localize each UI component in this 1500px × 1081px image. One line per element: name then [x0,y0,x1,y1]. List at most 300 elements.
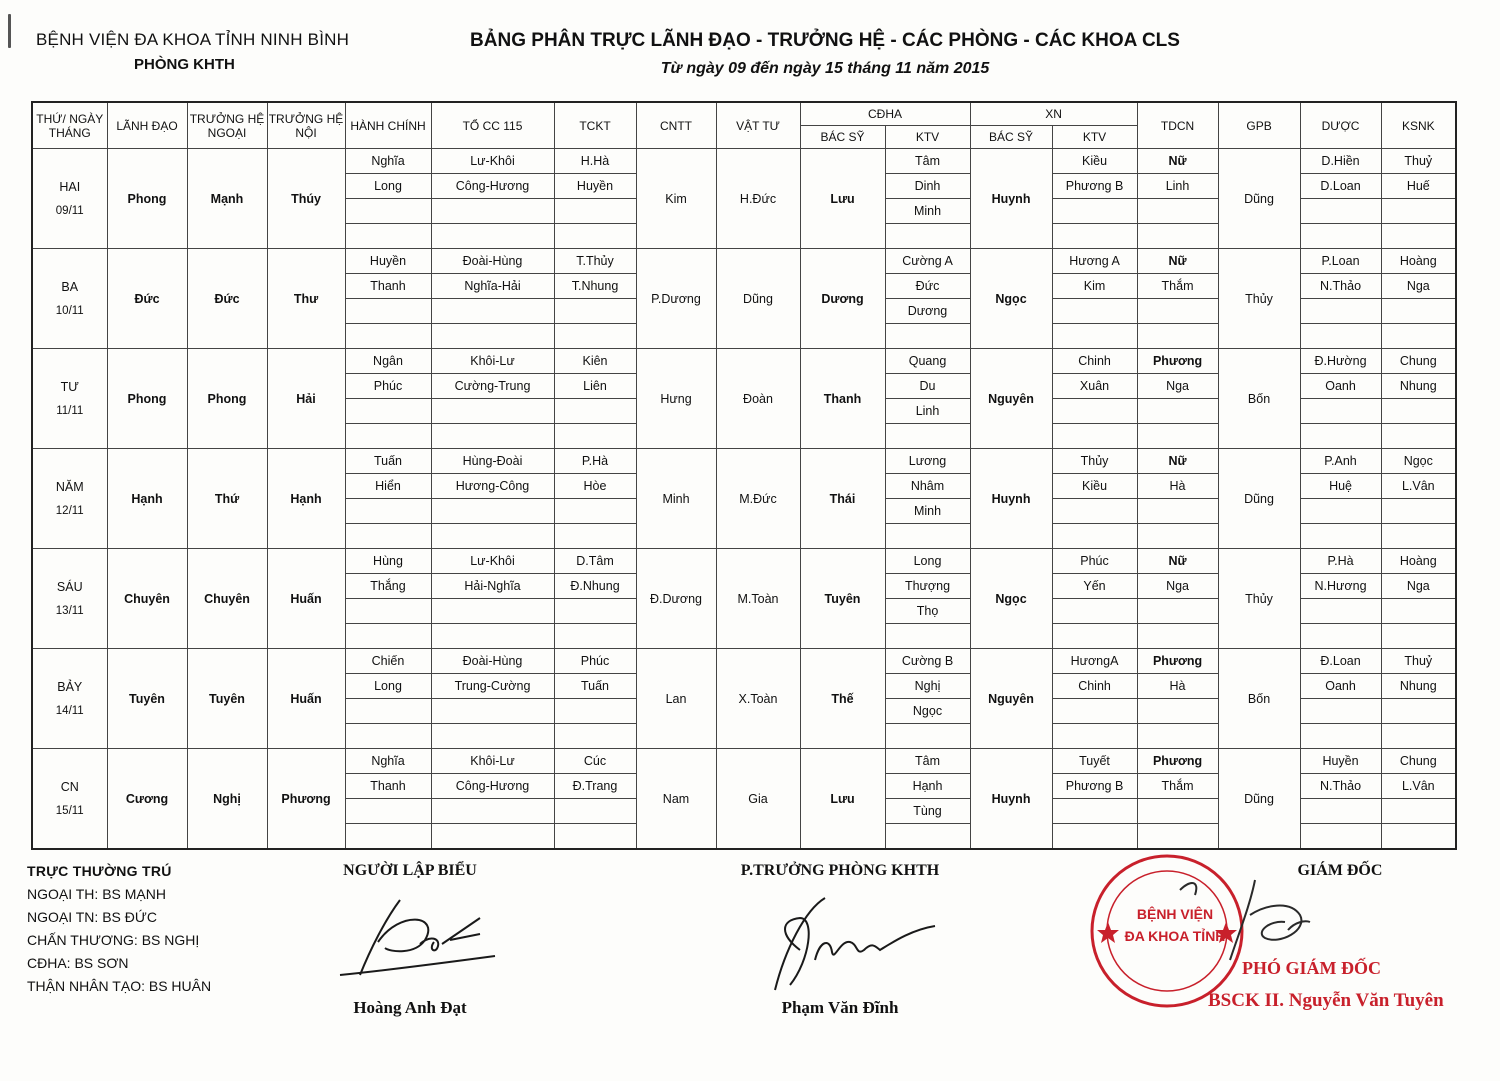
cdha-ktv-cell: Tâm [885,149,970,174]
tckt-cell [554,799,636,824]
pharmacy-cell: N.Thảo [1300,774,1381,799]
cc115-cell: Đoài-Hùng [431,649,554,674]
tdcn-cell [1137,399,1218,424]
ksnk-cell: Hoàng [1381,549,1456,574]
tdcn-cell: Nga [1137,574,1218,599]
xn-ktv-cell [1052,824,1137,850]
pharmacy-cell [1300,599,1381,624]
day-date: 15/11 [55,804,84,817]
head-surgical-cell: Mạnh [187,149,267,249]
deputy-director-title: PHÓ GIÁM ĐỐC [1242,958,1381,978]
pharmacy-cell: P.Loan [1300,249,1381,274]
stamp-line: BỆNH VIỆN [1136,906,1214,922]
supplies-cell: Đoàn [716,349,800,449]
xn-ktv-cell: Tuyết [1052,749,1137,774]
xn-ktv-cell [1052,524,1137,549]
head-surgical-cell: Chuyên [187,549,267,649]
deputy-head-name: Phạm Văn Đĩnh [781,998,899,1017]
day-name: BA [61,279,79,294]
cc115-cell [431,399,554,424]
preparer-name: Hoàng Anh Đạt [353,998,467,1017]
cdha-ktv-cell: Linh [885,399,970,424]
cdha-ktv-cell [885,324,970,349]
stamp-line: ĐA KHOA TỈNH [1124,928,1226,944]
header-gpb: GPB [1218,102,1300,149]
head-internal-cell: Thúy [267,149,345,249]
xn-ktv-cell [1052,324,1137,349]
cc115-cell: Nghĩa-Hải [431,274,554,299]
cdha-ktv-cell: Dinh [885,174,970,199]
tdcn-cell: Linh [1137,174,1218,199]
admin-cell [345,224,431,249]
day-date: 13/11 [55,604,84,617]
pharmacy-cell [1300,324,1381,349]
header-cdha: CĐHA [800,102,970,126]
scan-edge-mark [8,14,11,48]
xn-ktv-cell: Kiều [1052,474,1137,499]
document-title: BẢNG PHÂN TRỰC LÃNH ĐẠO - TRƯỞNG HỆ - CÁC PHÒNG - CÁC KHOA CLS [470,30,1180,51]
cdha-doctor-cell: Thái [800,449,885,549]
tdcn-cell [1137,624,1218,649]
tdcn-cell [1137,724,1218,749]
cdha-ktv-cell: Lương [885,449,970,474]
tckt-cell: H.Hà [554,149,636,174]
supplies-cell: M.Toàn [716,549,800,649]
tdcn-cell [1137,224,1218,249]
supplies-cell: Gia [716,749,800,850]
gpb-cell: Thủy [1218,549,1300,649]
cntt-cell: Lan [636,649,716,749]
pharmacy-cell: D.Loan [1300,174,1381,199]
xn-doctor-cell: Huynh [970,449,1052,549]
tckt-cell [554,324,636,349]
head-internal-cell: Hải [267,349,345,449]
day-date: 09/11 [55,204,84,217]
tckt-cell: D.Tâm [554,549,636,574]
table-row [32,449,1456,474]
header-xn-doctor: BÁC SỸ [970,126,1052,149]
day-cell [32,249,107,349]
xn-ktv-cell [1052,624,1137,649]
day-name: BẢY [57,679,83,694]
cdha-ktv-cell: Ngọc [885,699,970,724]
tdcn-cell: Nữ [1137,449,1218,474]
tckt-cell: P.Hà [554,449,636,474]
pharmacy-cell [1300,424,1381,449]
head-surgical-cell: Phong [187,349,267,449]
ksnk-cell: Huế [1381,174,1456,199]
header-cdha-ktv: KTV [885,126,970,149]
admin-cell [345,624,431,649]
xn-ktv-cell: Xuân [1052,374,1137,399]
cdha-ktv-cell [885,824,970,850]
pharmacy-cell [1300,299,1381,324]
day-date: 11/11 [56,404,84,417]
ksnk-cell [1381,324,1456,349]
leader-cell: Chuyên [107,549,187,649]
admin-cell [345,524,431,549]
cdha-ktv-cell: Dương [885,299,970,324]
admin-cell [345,599,431,624]
cdha-ktv-cell [885,524,970,549]
permanent-duty-title: TRỰC THƯỜNG TRÚ [27,863,172,879]
ksnk-cell [1381,399,1456,424]
head-surgical-cell: Thứ [187,449,267,549]
tckt-cell: Huyền [554,174,636,199]
day-cell [32,649,107,749]
pharmacy-cell: N.Thảo [1300,274,1381,299]
cc115-cell [431,699,554,724]
cdha-ktv-cell: Thọ [885,599,970,624]
head-surgical-cell: Nghị [187,749,267,850]
xn-doctor-cell: Nguyên [970,349,1052,449]
admin-cell: Long [345,174,431,199]
header-head-internal: TRƯỞNG HỆ NỘI [267,102,345,149]
tckt-cell: Tuấn [554,674,636,699]
tckt-cell: Đ.Trang [554,774,636,799]
cdha-ktv-cell: Long [885,549,970,574]
admin-cell: Thắng [345,574,431,599]
xn-ktv-cell: Hương A [1052,249,1137,274]
tdcn-cell [1137,299,1218,324]
cc115-cell [431,499,554,524]
permanent-duty-line: CĐHA: BS SƠN [27,955,129,971]
day-date: 10/11 [55,304,84,317]
pharmacy-cell [1300,399,1381,424]
ksnk-cell: Nhung [1381,374,1456,399]
cc115-cell: Hương-Công [431,474,554,499]
cdha-doctor-cell: Lưu [800,149,885,249]
preparer-signature [330,880,500,990]
pharmacy-cell: Oanh [1300,674,1381,699]
roster-body [32,149,1456,850]
admin-cell [345,199,431,224]
header-supplies: VẬT TƯ [716,102,800,149]
tdcn-cell [1137,799,1218,824]
gpb-cell: Dũng [1218,149,1300,249]
pharmacy-cell: Huệ [1300,474,1381,499]
cdha-ktv-cell: Du [885,374,970,399]
deputy-director-name: BSCK II. Nguyễn Văn Tuyên [1208,990,1444,1011]
tdcn-cell: Hà [1137,474,1218,499]
ksnk-cell [1381,199,1456,224]
tdcn-cell: Nga [1137,374,1218,399]
admin-cell [345,324,431,349]
cdha-ktv-cell: Tùng [885,799,970,824]
deputy-head-signature [760,890,940,1000]
ksnk-cell: Thuỷ [1381,649,1456,674]
tckt-cell [554,499,636,524]
cc115-cell [431,524,554,549]
header-ksnk: KSNK [1381,102,1456,149]
head-surgical-cell: Tuyên [187,649,267,749]
tckt-cell [554,524,636,549]
admin-cell: Huyền [345,249,431,274]
xn-doctor-cell: Huynh [970,749,1052,850]
head-surgical-cell: Đức [187,249,267,349]
cc115-cell [431,824,554,850]
pharmacy-cell [1300,499,1381,524]
document-heading [400,30,1250,78]
gpb-cell: Dũng [1218,749,1300,850]
cc115-cell: Lư-Khôi [431,549,554,574]
admin-cell [345,299,431,324]
permanent-duty-list [27,860,211,998]
tdcn-cell [1137,599,1218,624]
pharmacy-cell: Huyền [1300,749,1381,774]
admin-cell [345,499,431,524]
day-name: HAI [59,179,81,194]
admin-cell: Phúc [345,374,431,399]
ksnk-cell [1381,499,1456,524]
xn-ktv-cell [1052,724,1137,749]
tckt-cell [554,424,636,449]
head-internal-cell: Huấn [267,649,345,749]
cdha-ktv-cell: Minh [885,499,970,524]
admin-cell [345,724,431,749]
permanent-duty-line: NGOẠI TH: BS MẠNH [27,886,166,902]
hospital-header [36,30,366,73]
tckt-cell [554,724,636,749]
tdcn-cell [1137,699,1218,724]
cdha-doctor-cell: Thế [800,649,885,749]
xn-ktv-cell [1052,699,1137,724]
xn-ktv-cell: Phúc [1052,549,1137,574]
tckt-cell [554,199,636,224]
cdha-ktv-cell: Hạnh [885,774,970,799]
tdcn-cell [1137,824,1218,850]
pharmacy-cell: N.Hương [1300,574,1381,599]
day-cell [32,449,107,549]
tckt-cell [554,824,636,850]
xn-ktv-cell [1052,399,1137,424]
ksnk-cell [1381,299,1456,324]
pharmacy-cell [1300,699,1381,724]
cc115-cell: Cường-Trung [431,374,554,399]
department-name: PHÒNG KHTH [134,56,235,73]
leader-cell: Hạnh [107,449,187,549]
header-cc115: TỔ CC 115 [431,102,554,149]
admin-cell: Nghĩa [345,749,431,774]
ksnk-cell: Hoàng [1381,249,1456,274]
leader-cell: Phong [107,349,187,449]
cc115-cell [431,299,554,324]
xn-doctor-cell: Huynh [970,149,1052,249]
admin-cell: Thanh [345,274,431,299]
cntt-cell: Minh [636,449,716,549]
header-tdcn: TDCN [1137,102,1218,149]
tckt-cell: T.Thủy [554,249,636,274]
tckt-cell: Hòe [554,474,636,499]
date-range: Từ ngày 09 đến ngày 15 tháng 11 năm 2015 [660,60,990,77]
xn-doctor-cell: Nguyên [970,649,1052,749]
header-xn-ktv: KTV [1052,126,1137,149]
ksnk-cell: Chung [1381,749,1456,774]
pharmacy-cell: D.Hiền [1300,149,1381,174]
cdha-doctor-cell: Thanh [800,349,885,449]
header-tckt: TCKT [554,102,636,149]
cc115-cell [431,324,554,349]
admin-cell [345,699,431,724]
cdha-ktv-cell: Đức [885,274,970,299]
xn-ktv-cell: Thủy [1052,449,1137,474]
header-pharmacy: DƯỢC [1300,102,1381,149]
tckt-cell [554,699,636,724]
xn-ktv-cell [1052,299,1137,324]
admin-cell: Hùng [345,549,431,574]
ksnk-cell [1381,824,1456,850]
tckt-cell [554,624,636,649]
pharmacy-cell: P.Hà [1300,549,1381,574]
tckt-cell: Phúc [554,649,636,674]
supplies-cell: X.Toàn [716,649,800,749]
ksnk-cell [1381,224,1456,249]
xn-ktv-cell [1052,424,1137,449]
tckt-cell: Liên [554,374,636,399]
xn-ktv-cell [1052,799,1137,824]
pharmacy-cell [1300,624,1381,649]
table-row [32,349,1456,374]
cc115-cell [431,799,554,824]
tckt-cell [554,399,636,424]
cdha-ktv-cell [885,724,970,749]
admin-cell [345,399,431,424]
pharmacy-cell [1300,224,1381,249]
day-name: TƯ [60,379,79,394]
cntt-cell: Hưng [636,349,716,449]
director-title: GIÁM ĐỐC [1297,862,1383,879]
pharmacy-cell: Đ.Loan [1300,649,1381,674]
header-leader: LÃNH ĐẠO [107,102,187,149]
ksnk-cell: Thuỷ [1381,149,1456,174]
xn-ktv-cell [1052,499,1137,524]
day-name: SÁU [56,579,83,594]
header-xn: XN [970,102,1137,126]
admin-cell [345,824,431,850]
xn-ktv-cell [1052,599,1137,624]
table-row [32,549,1456,574]
xn-ktv-cell [1052,224,1137,249]
cdha-ktv-cell: Cường A [885,249,970,274]
header-cdha-doctor: BÁC SỸ [800,126,885,149]
admin-cell: Chiến [345,649,431,674]
supplies-cell: H.Đức [716,149,800,249]
xn-ktv-cell: Phương B [1052,774,1137,799]
ksnk-cell: Ngọc [1381,449,1456,474]
ksnk-cell: L.Vân [1381,474,1456,499]
header-day: THỨ/ NGÀY THÁNG [32,102,107,149]
cdha-ktv-cell: Nhâm [885,474,970,499]
admin-cell [345,799,431,824]
tckt-cell [554,599,636,624]
ksnk-cell: Nhung [1381,674,1456,699]
cc115-cell: Công-Hương [431,774,554,799]
day-name: CN [60,779,79,794]
header-admin: HÀNH CHÍNH [345,102,431,149]
cc115-cell: Trung-Cường [431,674,554,699]
pharmacy-cell [1300,824,1381,850]
pharmacy-cell [1300,799,1381,824]
cntt-cell: Đ.Dương [636,549,716,649]
cc115-cell [431,624,554,649]
xn-ktv-cell: Chinh [1052,349,1137,374]
cc115-cell: Hải-Nghĩa [431,574,554,599]
supplies-cell: M.Đức [716,449,800,549]
ksnk-cell: L.Vân [1381,774,1456,799]
cntt-cell: P.Dương [636,249,716,349]
leader-cell: Tuyên [107,649,187,749]
ksnk-cell [1381,624,1456,649]
cdha-doctor-cell: Dương [800,249,885,349]
admin-cell: Thanh [345,774,431,799]
cc115-cell: Đoài-Hùng [431,249,554,274]
tdcn-cell: Nữ [1137,249,1218,274]
preparer-title: NGƯỜI LẬP BIỂU [343,862,477,879]
pharmacy-cell: Oanh [1300,374,1381,399]
xn-ktv-cell: Yến [1052,574,1137,599]
table-row [32,749,1456,774]
cc115-cell: Khôi-Lư [431,349,554,374]
ksnk-cell [1381,799,1456,824]
tdcn-cell [1137,324,1218,349]
cc115-cell: Công-Hương [431,174,554,199]
leader-cell: Phong [107,149,187,249]
tckt-cell: Cúc [554,749,636,774]
table-row [32,149,1456,174]
tdcn-cell: Hà [1137,674,1218,699]
xn-ktv-cell: HươngA [1052,649,1137,674]
head-internal-cell: Thư [267,249,345,349]
table-row [32,249,1456,274]
tdcn-cell: Phương [1137,749,1218,774]
tckt-cell [554,224,636,249]
tdcn-cell: Phương [1137,349,1218,374]
cc115-cell [431,724,554,749]
pharmacy-cell: P.Anh [1300,449,1381,474]
tdcn-cell: Nữ [1137,549,1218,574]
cdha-ktv-cell [885,424,970,449]
tdcn-cell: Nữ [1137,149,1218,174]
gpb-cell: Dũng [1218,449,1300,549]
cdha-ktv-cell: Quang [885,349,970,374]
xn-ktv-cell: Phương B [1052,174,1137,199]
cc115-cell: Lư-Khôi [431,149,554,174]
cdha-ktv-cell [885,624,970,649]
head-internal-cell: Huấn [267,549,345,649]
pharmacy-cell [1300,199,1381,224]
leader-cell: Đức [107,249,187,349]
cdha-ktv-cell: Cường B [885,649,970,674]
cdha-ktv-cell [885,224,970,249]
cdha-ktv-cell: Tâm [885,749,970,774]
admin-cell: Hiển [345,474,431,499]
xn-ktv-cell: Kiều [1052,149,1137,174]
day-name: NĂM [55,479,84,494]
pharmacy-cell [1300,724,1381,749]
tdcn-cell [1137,199,1218,224]
day-cell [32,149,107,249]
tdcn-cell [1137,499,1218,524]
admin-cell: Nghĩa [345,149,431,174]
ksnk-cell: Nga [1381,274,1456,299]
cdha-ktv-cell: Minh [885,199,970,224]
ksnk-cell [1381,724,1456,749]
day-cell [32,549,107,649]
cc115-cell [431,224,554,249]
tckt-cell: Kiên [554,349,636,374]
header-head-surgical: TRƯỞNG HỆ NGOẠI [187,102,267,149]
ksnk-cell [1381,524,1456,549]
